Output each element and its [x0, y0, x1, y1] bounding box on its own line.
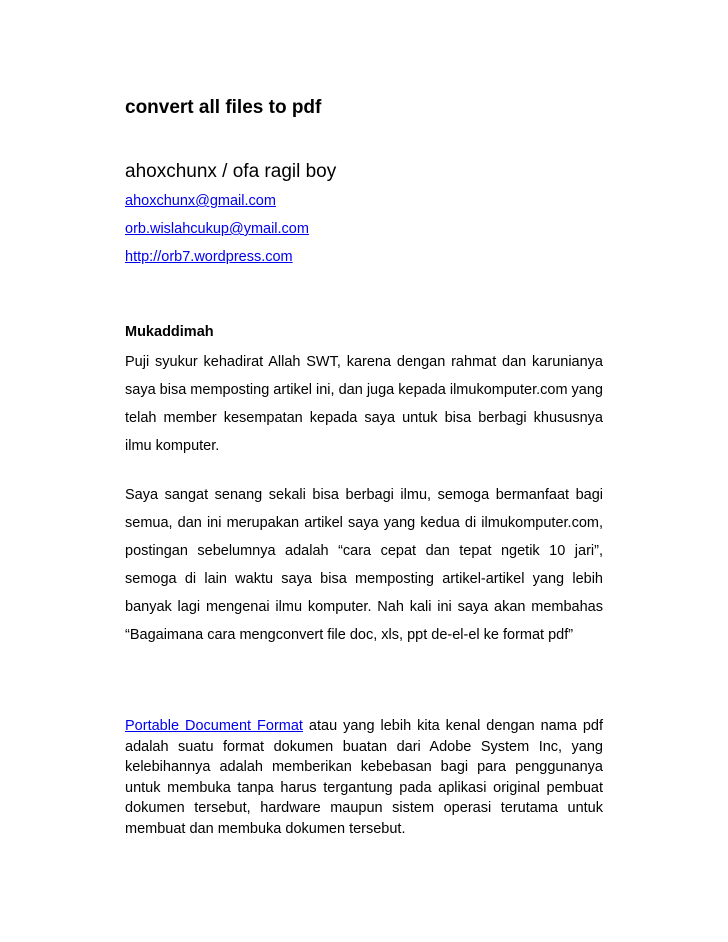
contact-email-1	[125, 191, 603, 211]
paragraph-1: Puji syukur kehadirat Allah SWT, karena dengan rahmat dan karunianya saya bisa memposting artikel ini, dan juga kepada ilmukomputer.com yang telah member kesempatan kepada saya untuk bisa berbagi khususnya ilmu komputer.	[125, 354, 603, 454]
document-title: convert all files to pdf	[125, 97, 322, 118]
paragraph-3-text: atau yang lebih kita kenal dengan nama pdf adalah suatu format dokumen buatan dari Adobe System Inc, yang kelebihannya adalah memberikan kebebasan bagi para penggunanya untuk membuka tanpa harus tergantung pada aplikasi original pembuat dokumen tersebut, hardware maupun sistem operasi terutama untuk membuat dan membuka dokumen tersebut.	[125, 718, 603, 837]
paragraph-3	[125, 716, 603, 839]
contact-email-2	[125, 219, 603, 239]
email-link-1[interactable]: ahoxchunx@gmail.com	[125, 193, 276, 209]
website-link[interactable]: http://orb7.wordpress.com	[125, 249, 293, 265]
email-link-2[interactable]: orb.wislahcukup@ymail.com	[125, 221, 309, 237]
pdf-wiki-link[interactable]: Portable Document Format	[125, 718, 303, 734]
paragraph-2: Saya sangat senang sekali bisa berbagi ilmu, semoga bermanfaat bagi semua, dan ini merupakan artikel saya yang kedua di ilmukomputer.com, postingan sebelumnya adalah “cara cepat dan tepat ngetik 10 jari”, semoga di lain waktu saya bisa memposting artikel-artikel yang lebih banyak lagi mengenai ilmu komputer. Nah kali ini saya akan membahas “Bagaimana cara mengconvert file doc, xls, ppt de-el-el ke format pdf”	[125, 487, 603, 643]
contact-website	[125, 247, 603, 267]
section-heading: Mukaddimah	[125, 324, 214, 340]
author-line: ahoxchunx / ofa ragil boy	[125, 161, 337, 182]
